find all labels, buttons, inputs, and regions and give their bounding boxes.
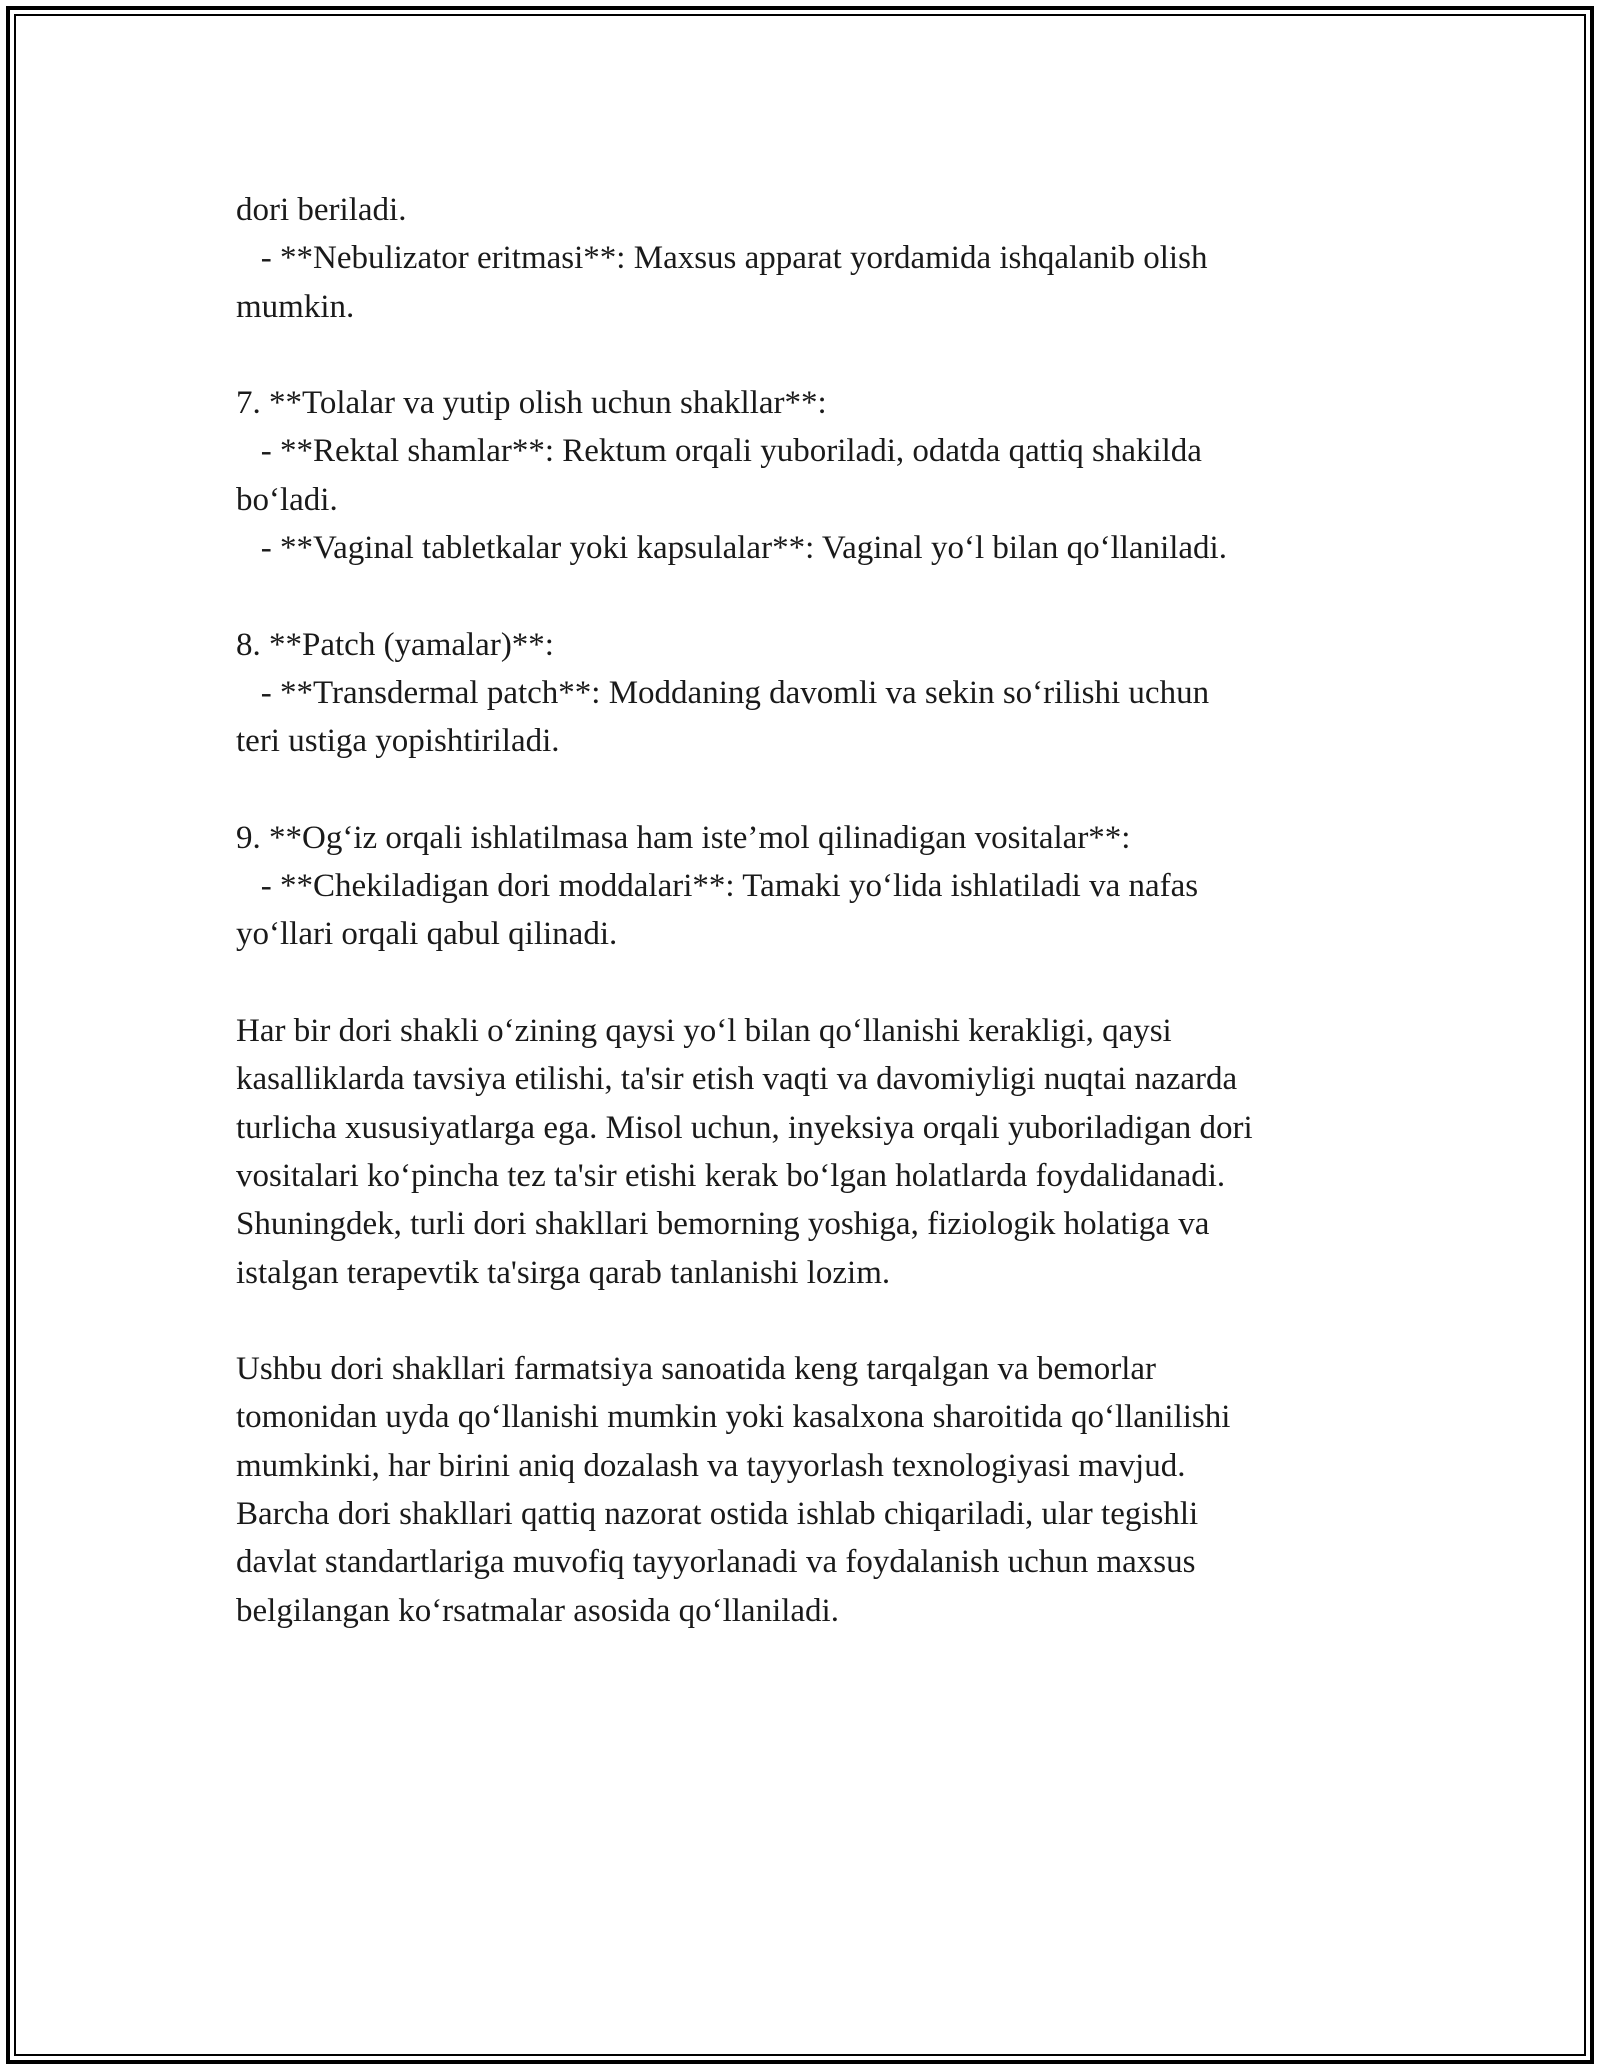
section-heading: 7. **Tolalar va yutip olish uchun shakllar**: — [236, 385, 827, 422]
paragraph-line: vositalari ko‘pincha tez ta'sir etishi kerak bo‘lgan holatlarda foydalidanadi. — [236, 1157, 1226, 1194]
section-heading: 9. **Og‘iz orqali ishlatilmasa ham iste’mol qilinadigan vositalar**: — [236, 819, 1131, 856]
blank-line — [236, 959, 1396, 1007]
text-line: yo‘llari orqali qabul qilinadi. — [236, 916, 618, 953]
section-heading: 8. **Patch (yamalar)**: — [236, 626, 554, 663]
document-body — [236, 186, 1396, 1635]
paragraph-line: Barcha dori shakllari qattiq nazorat ostida ishlab chiqariladi, ular tegishli — [236, 1496, 1199, 1533]
text-line: dori beriladi. — [236, 192, 407, 228]
text-line: - **Nebulizator eritmasi**: Maxsus apparat yordamida ishqalanib olish — [236, 240, 1208, 277]
paragraph-line: kasalliklarda tavsiya etilishi, ta'sir etish vaqti va davomiyligi nuqtai nazarda — [236, 1061, 1238, 1098]
text-line: - **Rektal shamlar**: Rektum orqali yuboriladi, odatda qattiq shakilda — [236, 433, 1202, 470]
paragraph-line: belgilangan ko‘rsatmalar asosida qo‘llaniladi. — [236, 1592, 839, 1629]
paragraph-line: tomonidan uyda qo‘llanishi mumkin yoki kasalxona sharoitida qo‘llanilishi — [236, 1399, 1231, 1436]
blank-line — [236, 766, 1396, 814]
paragraph-line: istalgan terapevtik ta'sirga qarab tanlanishi lozim. — [236, 1254, 891, 1291]
paragraph-line: davlat standartlariga muvofiq tayyorlanadi va foydalanish uchun maxsus — [236, 1544, 1196, 1581]
text-line: bo‘ladi. — [236, 481, 338, 518]
paragraph-line: Ushbu dori shakllari farmatsiya sanoatida keng tarqalgan va bemorlar — [236, 1351, 1157, 1388]
blank-line — [236, 572, 1396, 620]
paragraph-line: Har bir dori shakli o‘zining qaysi yo‘l bilan qo‘llanishi kerakligi, qaysi — [236, 1013, 1172, 1050]
text-line: - **Transdermal patch**: Moddaning davomli va sekin so‘rilishi uchun — [236, 674, 1210, 711]
blank-line — [236, 331, 1396, 379]
text-line: teri ustiga yopishtiriladi. — [236, 723, 560, 760]
text-line: - **Vaginal tabletkalar yoki kapsulalar**: Vaginal yo‘l bilan qo‘llaniladi. — [236, 530, 1227, 567]
paragraph-line: mumkinki, har birini aniq dozalash va tayyorlash texnologiyasi mavjud. — [236, 1447, 1186, 1484]
paragraph-line: Shuningdek, turli dori shakllari bemorning yoshiga, fiziologik holatiga va — [236, 1206, 1210, 1243]
text-line: mumkin. — [236, 288, 355, 325]
blank-line — [236, 1297, 1396, 1345]
text-line: - **Chekiladigan dori moddalari**: Tamaki yo‘lida ishlatiladi va nafas — [236, 868, 1199, 905]
paragraph-line: turlicha xususiyatlarga ega. Misol uchun, inyeksiya orqali yuboriladigan dori — [236, 1109, 1253, 1146]
